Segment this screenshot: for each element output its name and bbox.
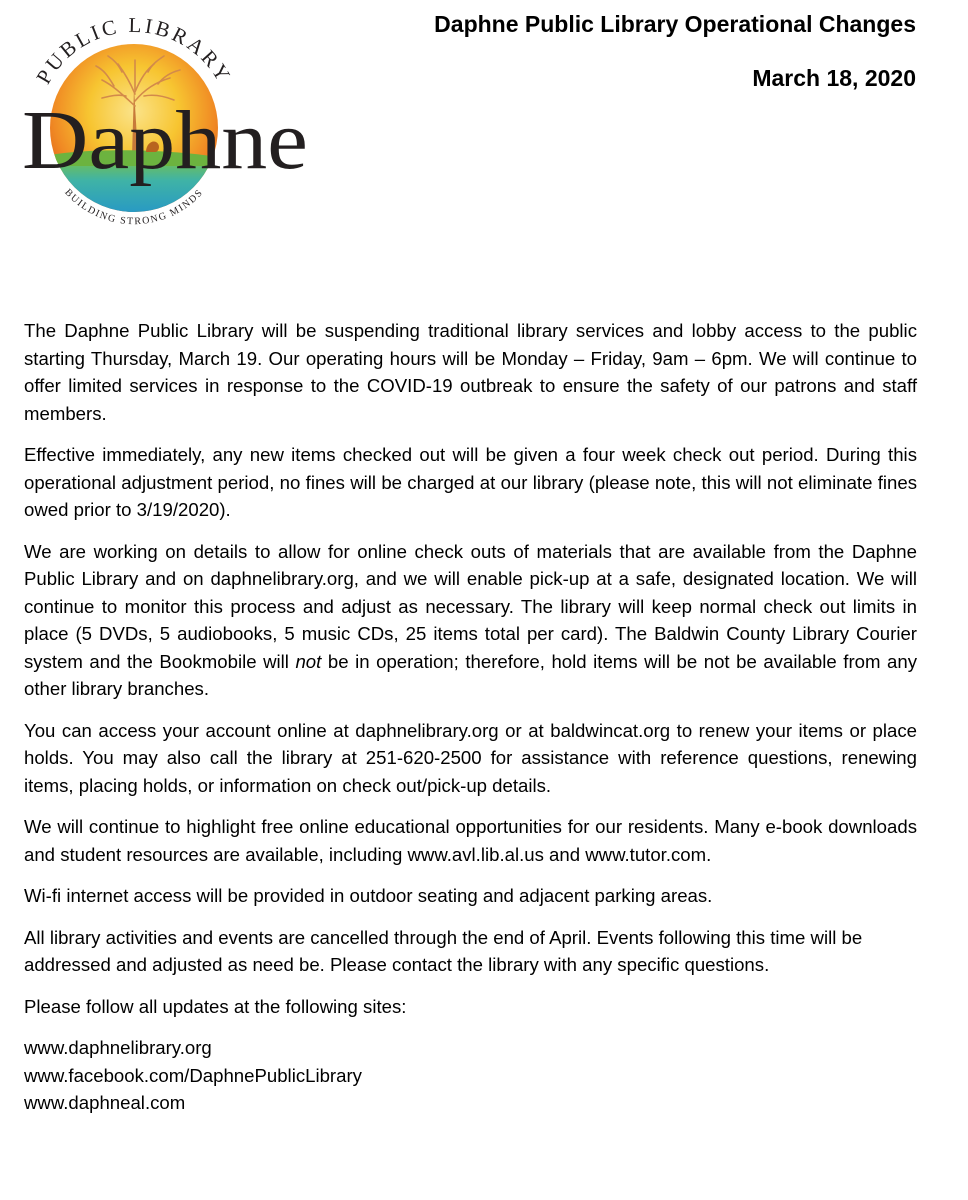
paragraph-online-checkout-part1: We are working on details to allow for online check outs of materials that are available from the Daphne Public Library and on daphnelibrary.org, and we will enable pick-up at a safe, designated location. We will continue to monitor this process and adjust as necessary. The library will keep normal check out limits in place (5 DVDs, 5 audiobooks, 5 music CDs, 25 items total per card). The Baldwin County Library Courier system and the Bookmobile will (24, 540, 917, 672)
paragraph-account-access: You can access your account online at daphnelibrary.org or at baldwincat.org to renew your items or place holds. You may also call the library at 251-620-2500 for assistance with reference questions, renewing items, placing holds, or information on check out/pick-up details. (24, 719, 917, 796)
logo-arc-top-text: PUBLIC LIBRARY (31, 12, 237, 88)
library-logo (14, 6, 318, 242)
paragraph-online-checkout-part2: be in operation; therefore, hold items will be not be available from any other library branches. (24, 650, 917, 699)
logo-wordmark: Daphne (22, 94, 309, 187)
page-title: Daphne Public Library Operational Changes (434, 11, 916, 37)
logo-arc-bottom-text: BUILDING STRONG MINDS (62, 187, 206, 228)
announcement-body (24, 317, 917, 1117)
link-daphnelibrary[interactable]: www.daphnelibrary.org (24, 1037, 212, 1058)
link-daphneal[interactable]: www.daphneal.com (24, 1092, 186, 1113)
paragraph-checkout-period: Effective immediately, any new items checked out will be given a four week check out period. During this operational adjustment period, no fines will be charged at our library (please note, this will not eliminate fines owed prior to 3/19/2020). (24, 444, 917, 520)
paragraph-wifi: Wi-fi internet access will be provided in outdoor seating and adjacent parking areas. (24, 885, 713, 906)
library-logo-graphic (14, 6, 318, 242)
paragraph-online-checkout (24, 538, 917, 703)
paragraph-events-cancelled: All library activities and events are cancelled through the end of April. Events following this time will be addressed and adjusted as need be. Please contact the library with any specific questions. (24, 926, 863, 975)
paragraph-follow-updates: Please follow all updates at the following sites: (24, 995, 407, 1017)
paragraph-service-suspension: The Daphne Public Library will be suspending traditional library services and lobby access to the public starting Thursday, March 19. Our operating hours will be Monday – Friday, 9am – 6pm. We will continue to offer limited services in response to the COVID-19 outbreak to ensure the safety of our patrons and staff members. (24, 320, 917, 424)
paragraph-online-resources: We will continue to highlight free online educational opportunities for our residents. Many e-book downloads and student resources are available, including www.avl.lib.al.us and www.tutor.com. (24, 816, 917, 865)
page-date: March 18, 2020 (752, 65, 916, 91)
update-links-list (24, 1034, 917, 1117)
emphasis-not: not (295, 650, 322, 672)
link-facebook[interactable]: www.facebook.com/DaphnePublicLibrary (24, 1064, 362, 1086)
